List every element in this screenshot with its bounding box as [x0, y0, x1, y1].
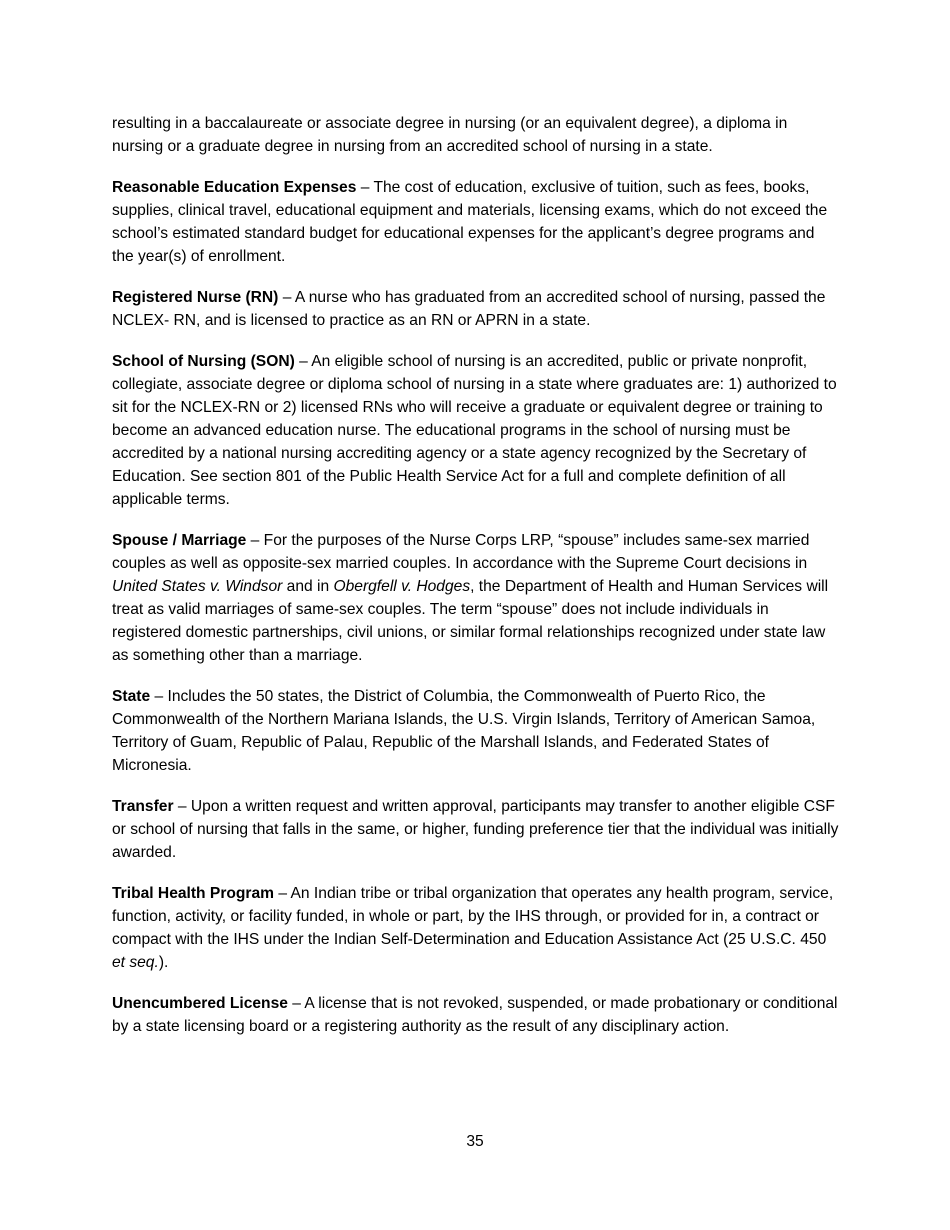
definition-term: Unencumbered License [112, 995, 288, 1012]
case-name-windsor: United States v. Windsor [112, 578, 283, 595]
definition-separator: – [294, 353, 312, 370]
definition-text: The cost of education, exclusive of tuition, such as fees, books, supplies, clinical travel, educational equipment and materials, licensing exams, which do not exceed the school’s estimated standard budget for educational expenses for the applicant’s degree programs and the year(s) of enrollment. [112, 179, 828, 265]
definition-term: Spouse / Marriage [112, 532, 247, 549]
case-name-obergefell: Obergfell v. Hodges [333, 578, 471, 595]
definition-text: A license that is not revoked, suspended, or made probationary or conditional by a state licensing board or a registering authority as the result of any disciplinary action. [112, 995, 838, 1035]
definition-unencumbered-license [112, 992, 840, 1038]
definition-separator: – [274, 885, 291, 902]
definition-school-of-nursing [112, 350, 840, 511]
definition-text: An Indian tribe or tribal organization that operates any health program, service, function, activity, or facility funded, in whole or part, by the IHS through, or provided for in, a contract or compact with the IHS under the Indian Self-Determination and Education Assistance Act (25 U.S.C. 450 [112, 885, 834, 948]
definition-separator: – [356, 179, 374, 196]
definition-transfer [112, 795, 840, 864]
definition-text: An eligible school of nursing is an accredited, public or private nonprofit, collegiate, associate degree or diploma school of nursing in a state where graduates are: 1) authorized to sit for the NCLEX-RN or 2) licensed RNs who will receive a graduate or equivalent degree or training to become an advanced education nurse. The educational programs in the school of nursing must be accredited by a national nursing accrediting agency or a state agency recognized by the Secretary of Education. See section 801 of the Public Health Service Act for a full and complete definition of all applicable terms. [112, 353, 837, 508]
definition-term: School of Nursing (SON) [112, 353, 295, 370]
definition-text: ). [158, 954, 169, 971]
definition-text: Includes the 50 states, the District of Columbia, the Commonwealth of Puerto Rico, the Commonwealth of the Northern Mariana Islands, the U.S. Virgin Islands, Territory of American Samoa, Territory of Guam, Republic of Palau, Republic of the Marshall Islands, and Federated States of Micronesia. [112, 688, 816, 774]
continuation-paragraph: resulting in a baccalaureate or associate degree in nursing (or an equivalent degree), a diploma in nursing or a graduate degree in nursing from an accredited school of nursing in a state. [112, 115, 788, 155]
definitions-body [112, 112, 840, 1056]
definition-separator: – [278, 289, 295, 306]
definition-separator: – [287, 995, 305, 1012]
definition-separator: – [173, 798, 191, 815]
definition-term: Registered Nurse (RN) [112, 289, 279, 306]
definition-reasonable-education-expenses [112, 176, 840, 268]
definition-registered-nurse [112, 286, 840, 332]
definition-term: Reasonable Education Expenses [112, 179, 357, 196]
definition-tribal-health-program [112, 882, 840, 974]
latin-et-seq: et seq. [112, 954, 159, 971]
definition-term: Tribal Health Program [112, 885, 275, 902]
definition-spouse-marriage [112, 529, 840, 667]
definition-text: , the Department of Health and Human Services will treat as valid marriages of same-sex couples. The term “spouse” does not include individuals in registered domestic partnerships, civil unions, or similar formal relationships recognized under state law as something other than a marriage. [112, 578, 829, 664]
definition-text: Upon a written request and written approval, participants may transfer to another eligible CSF or school of nursing that falls in the same, or higher, funding preference tier that the individual was initially awarded. [112, 798, 839, 861]
definition-separator: – [150, 688, 168, 705]
definition-separator: – [246, 532, 264, 549]
definition-text: and in [282, 578, 334, 595]
page-number: 35 [466, 1133, 484, 1150]
definition-text: A nurse who has graduated from an accredited school of nursing, passed the NCLEX- RN, and is licensed to practice as an RN or APRN in a state. [112, 289, 826, 329]
definition-term: Transfer [112, 798, 174, 815]
definition-state [112, 685, 840, 777]
definition-term: State [112, 688, 151, 705]
definition-text: For the purposes of the Nurse Corps LRP, “spouse” includes same-sex married couples as well as opposite-sex married couples. In accordance with the Supreme Court decisions in [112, 532, 810, 572]
